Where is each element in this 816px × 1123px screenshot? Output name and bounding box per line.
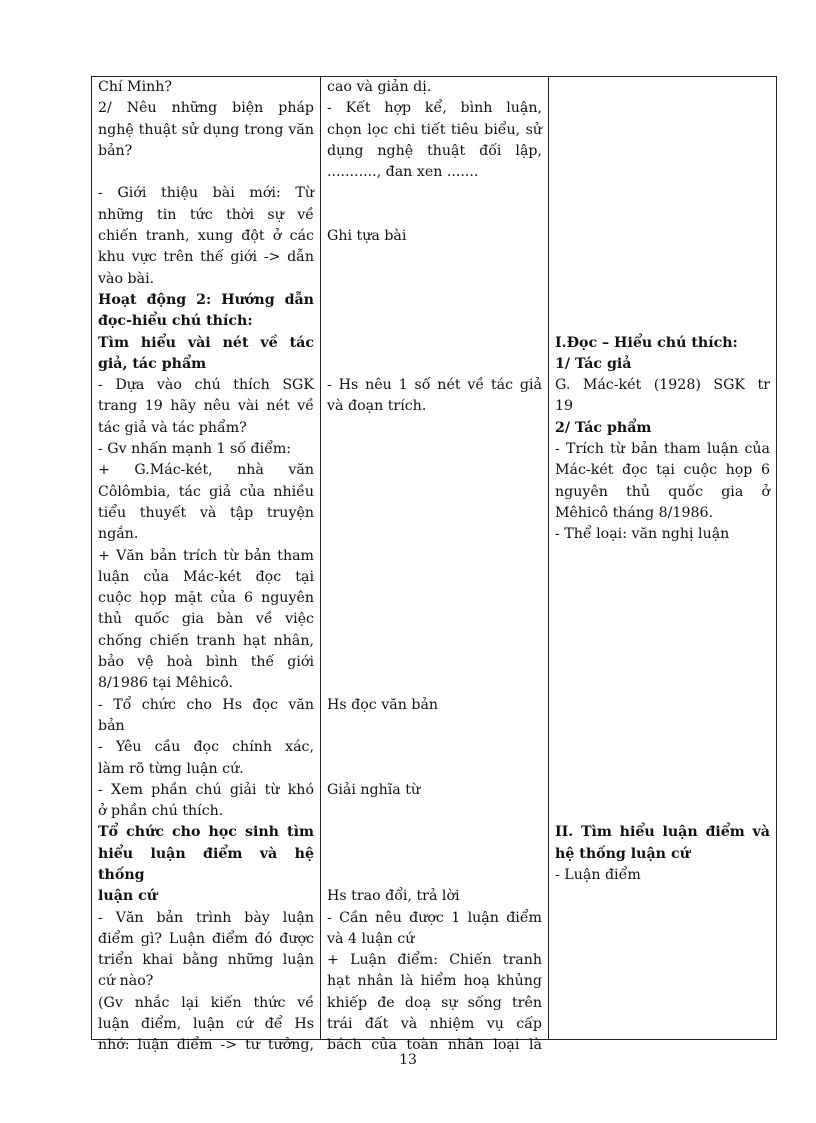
text-line: luận của Mác-két đọc tại	[98, 568, 314, 585]
text-line: Mác-két đọc tại cuộc họp 6	[555, 462, 770, 479]
blank-line	[327, 269, 542, 290]
text-line: (Gv nhắc lại kiến thức về	[98, 994, 314, 1011]
blank-line	[327, 822, 542, 843]
blank-line	[327, 503, 542, 524]
heading-line: hiểu luận điểm và hệ thống	[98, 845, 314, 883]
blank-line	[555, 141, 770, 162]
blank-line	[555, 290, 770, 311]
page-number: 13	[399, 1052, 417, 1068]
teacher-activity-column	[92, 77, 321, 1054]
text-line: + G.Mác-két, nhà văn	[98, 462, 314, 479]
text-line: - Trích từ bản tham luận của	[555, 441, 770, 458]
text-line: vào bài.	[98, 270, 155, 287]
text-line: - Tổ chức cho Hs đọc văn	[98, 696, 314, 713]
text-line: luận điểm, luận cứ để Hs	[98, 1016, 314, 1033]
blank-line	[327, 439, 542, 460]
text-line: Hs trao đổi, trả lời	[327, 888, 460, 905]
text-line: nhớ: luận điểm -> tư tưởng,	[98, 1037, 314, 1054]
blank-line	[555, 673, 770, 694]
blank-line	[555, 162, 770, 183]
text-line: - Yêu cầu đọc chính xác,	[98, 739, 314, 756]
text-line: tiểu thuyết và tập truyện	[98, 504, 314, 521]
blank-line	[555, 652, 770, 673]
blank-line	[555, 77, 770, 98]
blank-line	[327, 673, 542, 694]
heading-line: Hoạt động 2: Hướng dẫn	[98, 291, 314, 308]
blank-line	[327, 865, 542, 886]
text-line: + Luận điểm: Chiến tranh	[327, 952, 542, 969]
text-line: - Văn bản trình bày luận	[98, 909, 314, 926]
text-line: bách của toàn nhân loại là	[327, 1037, 542, 1054]
student-activity-cell	[327, 77, 542, 1054]
text-line: bảo vệ hoà bình thế giới	[98, 654, 314, 671]
blank-line	[555, 205, 770, 226]
text-line: điểm gì? Luận điểm đó được	[98, 930, 314, 947]
blank-line	[327, 524, 542, 545]
text-line: G. Mác-két (1928) SGK tr	[555, 377, 770, 394]
blank-line	[555, 780, 770, 801]
blank-line	[327, 737, 542, 758]
heading-line: đọc-hiểu chú thích:	[98, 313, 253, 330]
text-line: bản?	[98, 142, 133, 159]
blank-line	[327, 460, 542, 481]
blank-line	[327, 354, 542, 375]
heading-line: 1/ Tác giả	[555, 355, 632, 372]
blank-line	[555, 546, 770, 567]
text-line: ..........., đan xen .......	[327, 164, 479, 181]
blank-line	[555, 226, 770, 247]
text-line: bản	[98, 717, 125, 734]
heading-line: hệ thống luận cứ	[555, 845, 690, 862]
text-line: và 4 luận cứ	[327, 930, 415, 947]
text-line: ở phần chú thích.	[98, 803, 224, 820]
blank-line	[327, 290, 542, 311]
heading-line: Tìm hiểu vài nét về tác	[98, 334, 314, 351]
blank-line	[555, 269, 770, 290]
text-line: ngắn.	[98, 526, 139, 543]
text-line: chọn lọc chi tiết tiêu biểu, sử	[327, 121, 542, 138]
blank-line	[327, 333, 542, 354]
text-line: - Dựa vào chú thích SGK	[98, 377, 314, 394]
blank-line	[327, 759, 542, 780]
lesson-plan-table	[91, 76, 777, 1054]
blank-line	[327, 652, 542, 673]
blank-line	[327, 247, 542, 268]
heading-line: luận cứ	[98, 888, 158, 905]
text-line: trang 19 hãy nêu vài nét về	[98, 398, 314, 415]
text-line: Hs đọc văn bản	[327, 696, 439, 713]
blank-line	[327, 311, 542, 332]
content-cell	[555, 77, 770, 1039]
text-line: 8/1986 tại Mêhicô.	[98, 675, 233, 692]
blank-line	[555, 716, 770, 737]
text-line: 2/ Nêu những biện pháp	[98, 100, 314, 117]
blank-line	[98, 162, 314, 183]
blank-line	[555, 737, 770, 758]
text-line: chiến tranh, xung đột ở các	[98, 228, 314, 245]
text-line: 19	[555, 398, 574, 415]
blank-line	[555, 801, 770, 822]
text-line: - Hs nêu 1 số nét về tác giả	[327, 377, 542, 394]
content-column	[549, 77, 777, 1040]
student-activity-column	[321, 77, 549, 1054]
blank-line	[555, 567, 770, 588]
text-line: hạt nhân là hiểm hoạ khủng	[327, 973, 542, 990]
blank-line	[555, 695, 770, 716]
text-line: Ghi tựa bài	[327, 228, 407, 245]
blank-line	[327, 183, 542, 204]
blank-line	[555, 183, 770, 204]
text-line: Chí Minh?	[98, 79, 172, 95]
table-row	[92, 77, 777, 1040]
text-line: nguyên thủ quốc gia ở	[555, 483, 770, 500]
blank-line	[555, 98, 770, 119]
blank-line	[555, 609, 770, 630]
blank-line	[327, 205, 542, 226]
blank-line	[327, 482, 542, 503]
text-line: cuộc họp mặt của 6 nguyên	[98, 590, 314, 607]
text-line: những tin tức thời sự về	[98, 206, 314, 223]
text-line: - Giới thiệu bài mới: Từ	[98, 185, 314, 202]
text-line: cao và giản dị.	[327, 79, 432, 95]
text-line: và đoạn trích.	[327, 398, 427, 415]
text-line: thủ quốc gia bàn về việc	[98, 611, 314, 628]
blank-line	[555, 759, 770, 780]
text-line: làm rõ từng luận cứ.	[98, 760, 244, 777]
text-line: Côlômbia, tác giả của nhiều	[98, 483, 314, 500]
text-line: - Cần nêu được 1 luận điểm	[327, 909, 542, 926]
blank-line	[555, 247, 770, 268]
text-line: tác giả và tác phẩm?	[98, 419, 247, 436]
blank-line	[327, 631, 542, 652]
text-line: - Luận điểm	[555, 866, 641, 883]
heading-line: Tổ chức cho học sinh tìm	[98, 824, 314, 841]
text-line: cứ nào?	[98, 973, 154, 990]
blank-line	[327, 716, 542, 737]
blank-line	[327, 801, 542, 822]
blank-line	[327, 546, 542, 567]
blank-line	[555, 120, 770, 141]
text-line: dụng nghệ thuật đối lập,	[327, 142, 542, 159]
blank-line	[327, 418, 542, 439]
text-line: Mêhicô tháng 8/1986.	[555, 504, 714, 521]
text-line: - Thể loại: văn nghị luận	[555, 526, 730, 543]
blank-line	[555, 631, 770, 652]
teacher-activity-cell	[98, 77, 314, 1054]
text-line: khu vực trên thế giới -> dẫn	[98, 249, 314, 266]
heading-line: I.Đọc – Hiểu chú thích:	[555, 334, 738, 351]
blank-line	[327, 588, 542, 609]
text-line: - Xem phần chú giải từ khó	[98, 781, 314, 798]
text-line: + Văn bản trích từ bản tham	[98, 547, 314, 564]
text-line: - Gv nhấn mạnh 1 số điểm:	[98, 441, 292, 458]
text-line: chống chiến tranh hạt nhân,	[98, 632, 314, 649]
text-line: Giải nghĩa từ	[327, 781, 421, 798]
text-line: nghệ thuật sử dụng trong văn	[98, 121, 314, 138]
blank-line	[327, 609, 542, 630]
blank-line	[327, 567, 542, 588]
blank-line	[555, 311, 770, 332]
text-line: khiếp đe doạ sự sống trên	[327, 994, 542, 1011]
text-line: - Kết hợp kể, bình luận,	[327, 100, 542, 117]
text-line: trái đất và nhiệm vụ cấp	[327, 1016, 542, 1033]
text-line: triển khai bằng những luận	[98, 952, 314, 969]
heading-line: giả, tác phẩm	[98, 355, 207, 372]
heading-line: II. Tìm hiểu luận điểm và	[555, 824, 770, 841]
heading-line: 2/ Tác phẩm	[555, 419, 652, 436]
blank-line	[555, 588, 770, 609]
blank-line	[327, 844, 542, 865]
